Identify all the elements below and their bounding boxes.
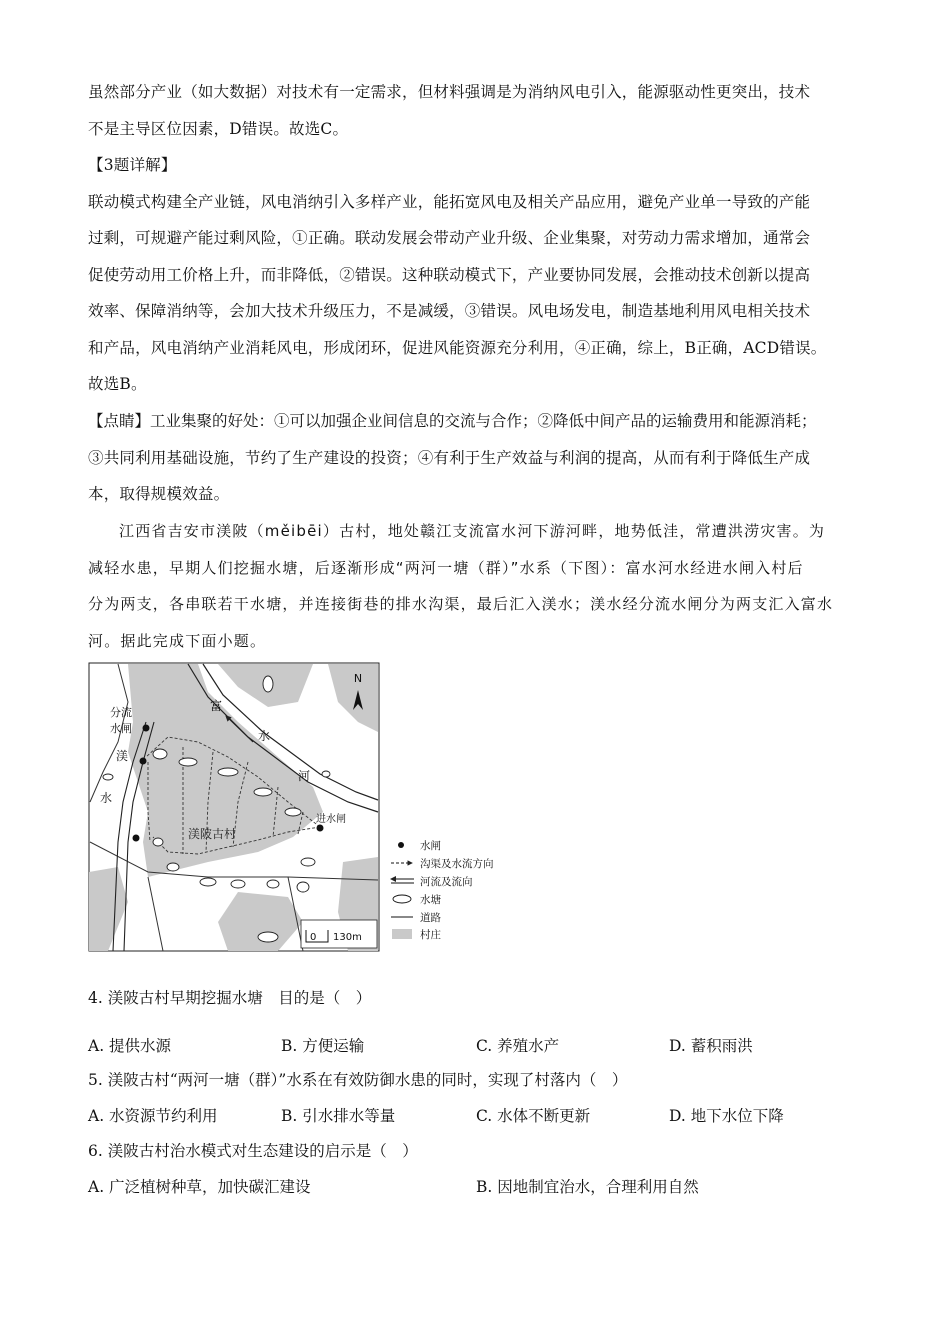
river-fu-label-3: 河 (298, 769, 311, 783)
question-6-stem: 6. 渼陂古村治水模式对生态建设的启示是（ ） (88, 1142, 418, 1160)
legend-sluice-symbol (398, 842, 404, 848)
text-line: 分为两支，各串联若干水塘，并连接街巷的排水沟渠，最后汇入渼水；渼水经分流水闸分为两支汇入富水 (88, 595, 834, 613)
north-label: N (353, 672, 363, 685)
scale-bar (301, 920, 377, 948)
question-4-option-a[interactable]: A. 提供水源 (88, 1037, 172, 1055)
legend-pond: 水塘 (420, 894, 441, 906)
question-5-option-d[interactable]: D. 地下水位下降 (669, 1107, 784, 1125)
question-5-option-c[interactable]: C. 水体不断更新 (476, 1107, 591, 1125)
text-line: 江西省吉安市渼陂（měibēi）古村，地处赣江支流富水河下游河畔，地势低洼，常遭洪涝灾害。为 (119, 522, 826, 540)
material-paragraph (88, 513, 864, 659)
legend-village-symbol (392, 929, 412, 939)
question-6-option-a[interactable]: A. 广泛植树种草，加快碳汇建设 (88, 1178, 311, 1196)
question-4-stem: 4. 渼陂古村早期挖掘水塘 目的是（ ） (88, 989, 372, 1007)
scale-distance: 130m (333, 932, 362, 943)
explanation-2-tail (88, 74, 864, 147)
sluice-split-label-2: 水闸 (110, 722, 132, 735)
river-mei-label-1: 渼 (116, 749, 129, 763)
village-label: 渼陂古村 (188, 827, 237, 841)
river-mei-label-2: 水 (100, 791, 113, 805)
legend-pond-symbol (393, 895, 411, 903)
tip-section (88, 403, 864, 513)
question-5-option-a[interactable]: A. 水资源节约利用 (88, 1107, 218, 1125)
text-line: 故选B。 (88, 375, 147, 393)
text-line: 虽然部分产业（如大数据）对技术有一定需求，但材料强调是为消纳风电引入，能源驱动性更突出，技术 (88, 83, 811, 101)
scale-zero: 0 (310, 932, 317, 943)
legend-village: 村庄 (420, 929, 441, 941)
text-line: 和产品，风电消纳产业消耗风电，形成闭环，促进风能资源充分利用，④正确，综上，B正确，ACD错误。 (88, 338, 827, 357)
text-line: 减轻水患，早期人们挖掘水塘，后逐渐形成“两河一塘（群）”水系（下图）：富水河水经进水闸入村后 (88, 558, 804, 577)
question-4-option-d[interactable]: D. 蓄积雨洪 (669, 1037, 753, 1055)
text-line: 联动模式构建全产业链，风电消纳引入多样产业，能拓宽风电及相关产品应用，避免产业单一导致的产能 (88, 192, 811, 211)
text-line: ③共同利用基础设施，节约了生产建设的投资；④有利于生产效益与利润的提高，从而有利于降低生产成 (88, 448, 811, 467)
legend (391, 839, 494, 941)
text-line: 本，取得规模效益。 (88, 485, 230, 503)
q3-heading: 【3题详解】 (88, 156, 177, 174)
question-4-option-c[interactable]: C. 养殖水产 (476, 1037, 560, 1055)
legend-river: 河流及流向 (420, 876, 473, 888)
question-5-stem: 5. 渼陂古村“两河一塘（群）”水系在有效防御水患的同时，实现了村落内（ ） (88, 1071, 628, 1089)
question-5-option-b[interactable]: B. 引水排水等量 (281, 1107, 396, 1125)
water-system-map (88, 662, 518, 952)
river-fu-label-2: 水 (258, 729, 271, 743)
legend-road: 道路 (420, 912, 441, 924)
text-line: 过剩，可规避产能过剩风险，①正确。联动发展会带动产业升级、企业集聚，对劳动力需求增加，通常会 (88, 229, 811, 247)
text-line: 促使劳动用工价格上升，而非降低，②错误。这种联动模式下，产业要协同发展，会推动技术创新以提高 (88, 265, 811, 284)
text-line: 【点睛】工业集聚的好处：①可以加强企业间信息的交流与合作；②降低中间产品的运输费用和能源消耗； (88, 412, 817, 430)
q3-explanation (88, 147, 864, 403)
question-4-option-b[interactable]: B. 方便运输 (281, 1037, 365, 1055)
sluice-in-label: 进水闸 (316, 814, 346, 825)
question-6-option-b[interactable]: B. 因地制宜治水，合理利用自然 (476, 1178, 699, 1196)
sluice-split-label-1: 分流 (110, 706, 132, 719)
legend-sluice: 水闸 (420, 840, 441, 852)
river-fu-label-1: 富 (210, 699, 223, 713)
text-line: 不是主导区位因素，D错误。故选C。 (88, 119, 349, 138)
text-line: 效率、保障消纳等，会加大技术升级压力，不是减缓，③错误。风电场发电，制造基地利用风电相关技术 (88, 302, 811, 320)
legend-ditch: 沟渠及水流方向 (420, 858, 494, 870)
text-line: 河。据此完成下面小题。 (88, 631, 267, 650)
